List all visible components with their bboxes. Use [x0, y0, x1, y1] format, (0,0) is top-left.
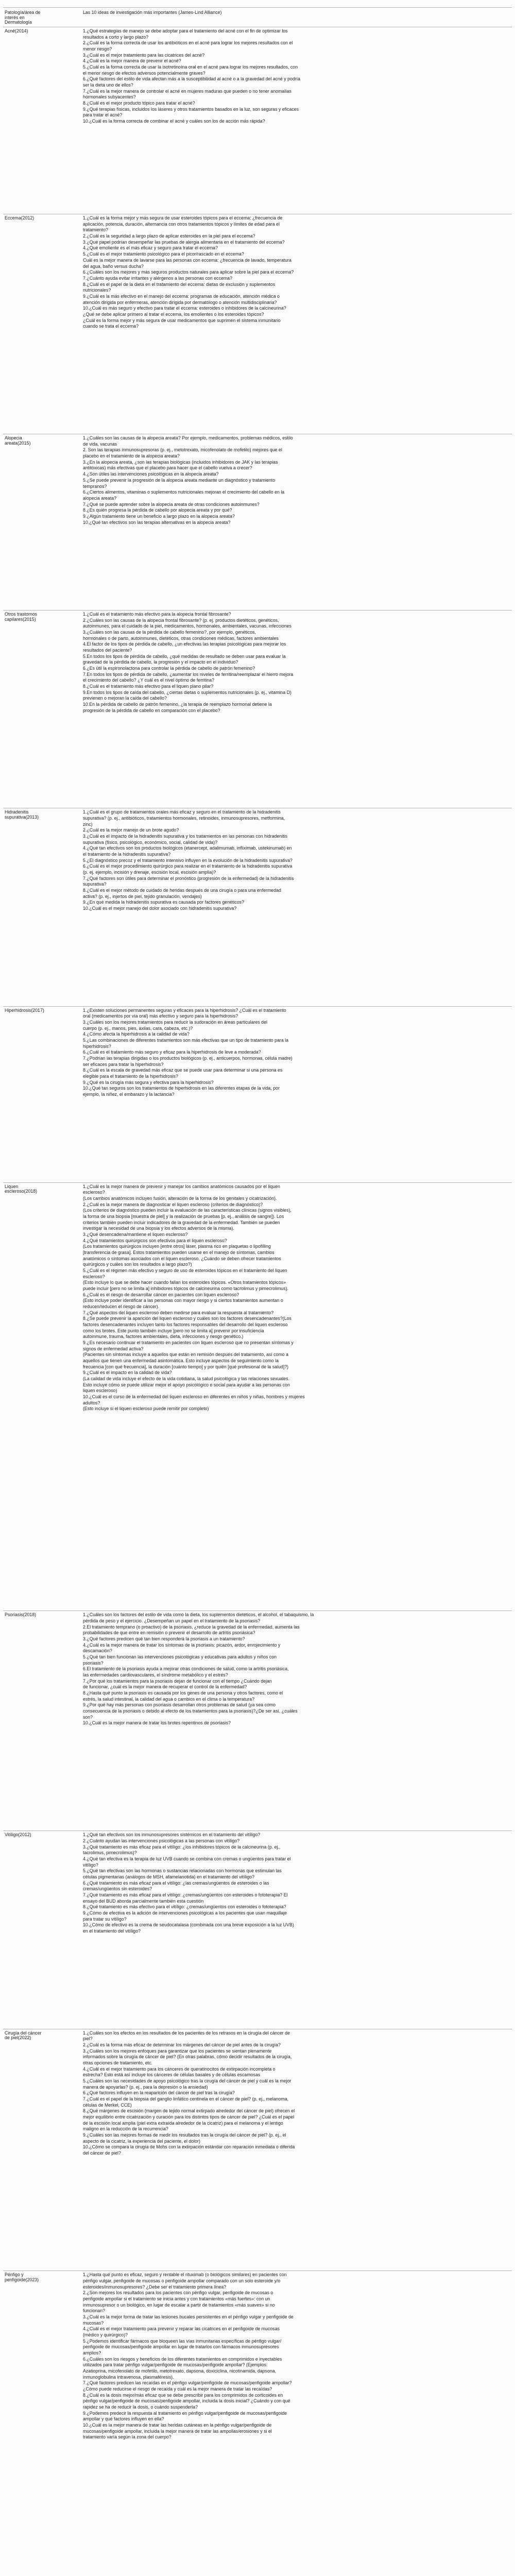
- research-question-line: adultos?: [83, 1400, 100, 1405]
- research-question-line: 6.¿Cuál es el mejor procedimiento quirúrgico para realizar en el tratamiento de la hidradenitis supurativa: [83, 863, 293, 869]
- research-question-line: utilizados para tratar pénfigo vulgar/penfigoide de mucosas/penfigoide ampollar? (Ejemplos:: [83, 2362, 268, 2368]
- research-question-line: 10.¿Cuál es la mejor manera de tratar las heridas cutáneas en la pénfigo vulgar/penfigoide de: [83, 2422, 272, 2428]
- research-question-line: escleroso?: [83, 1190, 105, 1195]
- condition-label: Otros trastornos: [5, 611, 38, 617]
- research-question-line: probabilidades de que entre en remisión o prevenir el desarrollo de artritis psoriásica?: [83, 1630, 255, 1636]
- research-question-line: ser eficaces para tratar la hiperhidrosis?: [83, 1061, 164, 1067]
- table-row: [3, 1611, 512, 1831]
- research-question-line: 10.¿Qué tan efectivos son las terapias alternativas en la alopecia areata?: [83, 519, 231, 525]
- research-question-line: Esto incluye cómo se puede utilizar mejor el apoyo psicológico o social para ayudar a las personas con: [83, 1382, 290, 1387]
- research-question-line: 1.¿Cuál es el grupo de tratamientos orales más eficaz y seguro en el tratamiento de la hidradenitis: [83, 809, 281, 815]
- research-question-line: resultados a corto y largo plazo?: [83, 34, 149, 40]
- research-question-line: 6.¿Qué factores influyen en la reaparición del cáncer de piel tras la cirugía?: [83, 2090, 235, 2096]
- research-question-line: (Pacientes sin síntomas incluye a aquellos que están en remisión después del tratamiento, así como a: [83, 1352, 289, 1358]
- research-question-line: 2.¿Cuál es la forma más eficaz de determinar los márgenes del cáncer de piel antes de la cirugía?: [83, 2042, 281, 2048]
- table-row: [3, 1007, 512, 1183]
- research-question-line: 6.El tratamiento de la psoriasis ayuda a mejorar otras condiciones de salud, como la artritis psoriásica,: [83, 1666, 289, 1672]
- research-question-line: 5.¿El diagnóstico precoz y el tratamiento intensivo influyen en la evolución de la hidradenitis supurativa?: [83, 857, 293, 863]
- research-question-line: 8.¿Cuál es el papel de la dieta en el tratamiento del eccema: dietas de exclusión y suplementos: [83, 281, 276, 287]
- research-question-line: (médico y quirúrgico)?: [83, 2332, 128, 2338]
- research-question-line: supurativa (físico, psicológico, económico, social, calidad de vida)?: [83, 839, 218, 845]
- research-question-line: 2.¿Cuál es la mejor manejo de un brote agudo?: [83, 827, 179, 833]
- research-question-line: atención dirigida por enfermeras, atención dirigida por dermatólogo o atención multidisciplinaria?: [83, 299, 277, 305]
- research-question-line: menor riesgo?: [83, 46, 112, 52]
- research-question-line: placebo en el tratamiento de la alopecia areata?: [83, 453, 180, 459]
- research-question-line: alopecia areata?: [83, 495, 117, 501]
- research-question-line: 6.¿Cuál es el tratamiento más seguro y eficaz para la hiperhidrosis de leve a moderada?: [83, 1049, 261, 1055]
- research-question-line: 2.¿Cuáles son las causas de la alopecia frontal fibrosante? (p. ej. productos dietéticos, genéticos,: [83, 617, 279, 623]
- research-question-line: como los brotes. Este punto también incluye [pero no se limita a] prevenir por insuficiencia: [83, 1328, 264, 1333]
- research-question-line: el tratamiento de la hidradenitis supurativa?: [83, 852, 171, 857]
- research-question-line: las enfermedades cardiovasculares, el síndrome metabólico y el estrés?: [83, 1672, 228, 1677]
- research-question-line: mucosas/penfigoide ampollar, incluida la mejor manera de tratar las ampollas/erosiones y si el: [83, 2428, 272, 2434]
- research-question-line: manera de apoyarlas? (p. ej., para la depresión o la ansiedad): [83, 2084, 208, 2090]
- condition-label: Alopecia: [5, 435, 22, 441]
- research-question-line: 4.¿Cuál es el mejor tratamiento para prevenir y reparar las cicatrices en el penfigoide de mucosas: [83, 2326, 280, 2332]
- research-question-line: criterios también pueden incluir indicadores de la gravedad de la enfermedad. También se pueden: [83, 1219, 280, 1225]
- research-question-line: 3.¿Cuál es la mejor forma de tratar las lesiones bucales persistentes en el pénfigo vulgar y penfigoide de: [83, 2314, 294, 2319]
- research-question-line: investigar la necesidad de una biopsia y los efectos adversos de la misma).: [83, 1226, 234, 1231]
- research-question-line: 5.¿Cuál es la forma correcta de usar la isotretinoína oral en el acné para lograr los mejores resultados, con: [83, 64, 298, 70]
- research-question-line: 5.¿Podemos identificar fármacos que bloqueen las vías inmunitarias específicas de pénfigo vulgar/: [83, 2338, 282, 2344]
- research-question-line: descamación?: [83, 1648, 112, 1654]
- research-question-line: cuerpo (p. ej., manos, pies, axilas, cara, cabeza, etc.)?: [83, 1025, 193, 1031]
- research-question-line: 9.¿Algún tratamiento tiene un beneficio a largo plazo en la alopecia areata?: [83, 513, 235, 519]
- table-row: [3, 2029, 512, 2272]
- condition-label: de piel(2022): [5, 2035, 31, 2041]
- condition-label: Psoriasis(2018): [5, 1612, 37, 1618]
- ideas-cell: [83, 808, 512, 1006]
- research-question-line: frecuencia [con qué frecuencia], la duración [cuánto tiempo] y por quién [qué profesional de la salud]?): [83, 1364, 289, 1369]
- research-question-line: 9.¿Cuáles son las mejores formas de medir los resultados tras la cirugía del cáncer de piel? (p. ej., el: [83, 2132, 286, 2138]
- research-question-line: Azatioprina, micofenolato de mofetilo, metotrexato, dapsona, doxiciclina, nicotinamida, dapsona,: [83, 2368, 277, 2374]
- condition-label: capilares(2015): [5, 616, 36, 622]
- research-question-line: maligno en la reducción de la recurrencia?: [83, 2126, 168, 2132]
- research-question-line: funcionan?: [83, 2308, 106, 2314]
- condition-label: Acné(2014): [5, 28, 28, 34]
- research-question-line: inmunoglobulina intravenosa, plasmaféresis).: [83, 2374, 174, 2380]
- research-question-line: [transferencia de grasa]. Estos tratamientos pueden usarse en el manejo de síntomas, cambios: [83, 1249, 274, 1255]
- table-row: [3, 434, 512, 611]
- research-question-line: 3.¿Qué desencadena/mantiene el liquen escleroso?: [83, 1231, 188, 1237]
- research-question-line: 3.¿Cuáles son las causas de la pérdida de cabello femenino?, por ejemplo, genéticos,: [83, 629, 256, 635]
- condition-cell: [3, 1007, 83, 1182]
- condition-label: areata(2015): [5, 440, 31, 446]
- header-ideas-cell: [83, 9, 512, 25]
- research-question-line: 10.¿Cuál es el mejor manejo del dolor asociado con hidradenitis supurativa?: [83, 906, 237, 911]
- research-question-line: 8.¿Se puede prevenir la aparición del liquen escleroso y cuáles son los factores desencadenantes?(Los: [83, 1316, 291, 1321]
- research-question-line: supurativa?: [83, 882, 107, 887]
- condition-cell: [3, 2271, 83, 2576]
- research-question-line: vitíligo?: [83, 1862, 98, 1868]
- research-question-line: pénfigo vulgar/penfigoide de mucosas/penfigoide ampollar, incluida la dosis inicial? ¿Cuándo y con qué: [83, 2398, 290, 2404]
- research-question-line: 8.¿Qué tratamiento es más efectivo para el vitíligo: ¿cremas/ungüentos con esteroides o fototerapia?: [83, 1904, 286, 1910]
- research-question-line: pénfigo vulgar, penfigoide de mucosas o penfigoide ampollar comparado con un solo esteroide y/o: [83, 2278, 281, 2283]
- research-question-line: para tratar el acné?: [83, 112, 123, 118]
- research-question-line: para tratar su vitíligo?: [83, 1916, 127, 1922]
- research-question-line: 3.¿En la alopecia areata, ¿son las terapias biológicas (incluidos inhibidores de JAK y las terapias: [83, 459, 278, 465]
- research-question-line: signos de enfermedad activa?: [83, 1346, 144, 1351]
- research-question-line: zinc): [83, 821, 93, 827]
- research-question-line: 2. Son las terapias inmunosupresoras (p. ej., metotrexato, micofenolato de mofetilo) mejores que el: [83, 447, 282, 453]
- research-question-line: 7.¿Cuál es la mejor manera de controlar el acné en mujeres maduras que pueden o no tener anomalías: [83, 88, 291, 94]
- condition-label: Pénfigo y: [5, 2272, 24, 2278]
- research-question-line: de funcionar, ¿cuál es la mejor manera de recuperar el control de la enfermedad?: [83, 1684, 247, 1690]
- research-question-line: 10.¿Cuál es el curso de la enfermedad del liquen escleroso en diferentes en niños y niñas, hombres y mujeres: [83, 1394, 305, 1400]
- research-question-line: esteroides/inmunosupresores? ¿Debe ser el tratamiento primera línea?: [83, 2284, 227, 2290]
- research-question-line: 8.¿Hasta qué punto la psoriasis es causada por los genes de una persona y otros factores, como el: [83, 1690, 283, 1696]
- research-question-line: liquen escleroso): [83, 1388, 117, 1394]
- ideas-cell: [83, 2029, 512, 2271]
- research-question-line: (Esto incluye lo que se debe hacer cuando fallan los esteroides tópicos. «Otros tratamientos tópicos»: [83, 1280, 286, 1285]
- research-question-line: 6.¿Es útil la espironolactona para controlar la pérdida de cabello de patrón femenino?: [83, 665, 255, 671]
- research-question-line: 4.¿Cuál es el mejor tratamiento para los cánceres de queratinocitos de extirpación incompleta o: [83, 2066, 276, 2072]
- research-question-line: 3.¿Qué factores predicen qué tan bien responderá la psoriasis a un tratamiento?: [83, 1636, 245, 1641]
- research-question-line: aquellos que tienen una enfermedad asintomática. Esto incluye aspectos de seguimiento como la: [83, 1358, 279, 1364]
- research-question-line: 3.¿Cuál es el impacto de la hidradenitis supurativa y los tratamientos en las personas con hidradenitis: [83, 834, 288, 839]
- research-question-line: 2.¿Cuál es la seguridad a largo plazo de aplicar esteroides en la piel para el eccema?: [83, 233, 255, 239]
- research-question-line: psoriasis?: [83, 1660, 104, 1666]
- research-question-line: tratamiento?: [83, 227, 108, 233]
- condition-label: escleroso(2018): [5, 1189, 38, 1194]
- research-question-line: penfigoide ampollar si el tratamiento se inicia antes y con tratamientos «más fuertes»: con un: [83, 2296, 270, 2301]
- research-question-line: 6.¿Cuáles son los riesgos y beneficios de los diferentes tratamientos en comprimidos e inyectables: [83, 2356, 282, 2362]
- research-question-line: activa? (p. ej., injertos de piel, tejido granulación, vendajes): [83, 893, 202, 899]
- ideas-cell: [83, 1831, 512, 2028]
- research-question-line: 5.¿Cuál es el régimen más efectivo y seguro de uso de esteroides tópicos en el tratamiento del liquen: [83, 1267, 287, 1273]
- research-question-line: 5.¿Cuál es el mejor tratamiento psicológico para el picor/rascado en el eccema?: [83, 251, 244, 257]
- research-question-line: autoinmune, trauma, factores ambientales, dieta, infecciones y riesgo genético.): [83, 1334, 244, 1340]
- research-question-line: 1.¿Cuáles son los efectos en los resultados de los pacientes de los retrasos en la cirugía del cáncer de: [83, 2030, 290, 2036]
- research-question-line: (p. ej. ejemplo, incisión y drenaje, escisión local, escisión amplia)?: [83, 870, 216, 875]
- condition-label: Eccema(2012): [5, 215, 35, 221]
- research-question-line: 10.¿Cómo se compara la cirugía de Mohs con la extirpación estándar con reparación inmediata o diferida: [83, 2144, 295, 2150]
- research-question-line: gravedad de la pérdida de cabello, la progresión y el impacto en el individuo?: [83, 659, 238, 665]
- header-area-cell: [3, 9, 83, 25]
- research-question-line: 2.El tratamiento temprano (o proactivo) de la psoriasis, ¿reduce la gravedad de la enfermedad, aumenta las: [83, 1624, 300, 1630]
- research-question-line: 9.¿Por qué hay más personas con psoriasis desarrollan otros problemas de salud (ya sea como: [83, 1702, 276, 1708]
- research-question-line: 2.¿Cuál es la forma correcta de usar los antibióticos en el acné para lograr los mejores resultados con el: [83, 40, 293, 46]
- table-row: [3, 214, 512, 434]
- research-question-line: cuando se trata el eccema?: [83, 324, 139, 329]
- research-question-line: inmunosupresor o un biológico, en lugar de escalar a partir de tratamientos «más suaves» si no: [83, 2302, 275, 2308]
- condition-label: Vitíligo(2012): [5, 1832, 31, 1838]
- research-question-line: otras opciones de tratamiento, etc.: [83, 2060, 152, 2066]
- research-question-line: de la escisión local amplia (piel extra extraída alrededor de la cicatriz) para el melanoma y el lentigo: [83, 2120, 283, 2126]
- research-question-line: tempranos?: [83, 483, 107, 489]
- research-question-line: 3.¿Qué tratamiento es más eficaz para el vitíligo: ¿los inhibidores tópicos de la calcineurina (p. ej.,: [83, 1844, 281, 1850]
- research-question-line: 7.¿Por qué los tratamientos para la psoriasis dejan de funcionar con el tiempo ¿Cuándo dejan: [83, 1678, 272, 1684]
- research-question-line: de vida, vacunas: [83, 441, 117, 447]
- research-question-line: 5.¿Se puede prevenir la progresión de la alopecia areata mediante un diagnóstico y tratamiento: [83, 477, 276, 483]
- research-question-line: 5.¿Qué tan bien funcionan las intervenciones psicológicas y educativas para adultos y niños con: [83, 1654, 277, 1659]
- table-row: [3, 1831, 512, 2029]
- research-question-line: ¿Cuál es la forma mejor y más segura de usar medicamentos que suprimen el sistema inmunitario: [83, 317, 281, 323]
- research-question-line: 9.¿Cómo de efectiva es la adición de intervenciones psicológicas a los pacientes que usan maquillaje: [83, 1910, 287, 1916]
- ideas-cell: [83, 1007, 512, 1182]
- research-question-line: la forma de una biopsia [muestra de piel] y la realización de pruebas [p. ej., análisis de sangre]). Los: [83, 1213, 284, 1219]
- research-question-line: ¿Qué se debe aplicar primero al tratar el eccema, los emolientes o los esteroides tópicos?: [83, 311, 264, 317]
- research-question-line: 8.¿Qué márgenes de escisión (margen de tejido normal extirpado alrededor del cáncer de piel) ofrecen el: [83, 2108, 295, 2114]
- research-question-line: 6.¿Cuáles son los mejores y más seguros productos naturales para aplicar sobre la piel para el eccema?: [83, 269, 294, 275]
- research-question-line: estrés, la salud intestinal, la calidad del agua o cambios en el clima o la temperatura?: [83, 1696, 255, 1702]
- condition-cell: [3, 2029, 83, 2271]
- condition-label: Hidradenitis: [5, 809, 29, 815]
- condition-cell: [3, 1183, 83, 1611]
- research-question-line: 7.En todos los tipos de pérdida de cabello, ¿aumentar los niveles de ferritina/reemplazar el hierro mejora: [83, 671, 294, 677]
- research-question-line: Cuál es la mejor manera de lavarse para las personas con eccema: ¿frecuencia de lavado, temperatura: [83, 257, 291, 263]
- research-question-line: (Esto incluye poder identificar a las personas con mayor riesgo y si ciertos tratamientos aumentan o: [83, 1298, 283, 1303]
- condition-label: penfigoide(2023): [5, 2277, 39, 2282]
- research-question-line: 8.¿Cuál es la escala de gravedad más eficaz que se puede usar para determinar si una persona es: [83, 1067, 283, 1073]
- research-question-line: células de Merkel, CCE): [83, 2102, 132, 2108]
- research-question-line: 7.¿Cuánto ayuda evitar irritantes y alérgenos a las personas con eccema?: [83, 275, 232, 281]
- research-question-line: 1.¿Cuál es la forma mejor y más segura de usar esteroides tópicos para el eccema: ¿frecuencia de: [83, 215, 283, 221]
- research-question-line: 3.¿Cuál es el mejor tratamiento para las cicatrices del acné?: [83, 52, 205, 58]
- research-question-line: 10.¿Cuál es más seguro y efectivo para tratar el eccema: esteroides o inhibidores de la calcineurina?: [83, 306, 286, 311]
- table-header-row: [3, 7, 512, 27]
- research-question-line: hormonales subyacentes?: [83, 94, 136, 100]
- research-question-line: 7.¿Qué factores son útiles para determinar el pronóstico (progresión de la enfermedad) de la hidradenitis: [83, 875, 294, 881]
- research-question-line: son?: [83, 1714, 93, 1720]
- research-question-line: 9.¿Es necesario continuar el tratamiento en pacientes con liquen escleroso que no presentan síntomas y: [83, 1340, 294, 1346]
- research-question-line: 4.¿Cómo afecta la hiperhidrosis a la calidad de vida?: [83, 1031, 190, 1037]
- research-question-line: resultados del paciente?: [83, 647, 132, 653]
- research-question-line: quirúrgicos y cuáles son los resultados a largo plazo?): [83, 1262, 192, 1267]
- research-question-line: 9.¿Cuál es el impacto en la calidad de vida?: [83, 1370, 172, 1376]
- research-question-line: 7.¿Qué tratamiento es más eficaz para el vitíligo: ¿cremas/ungüentos con esteroides o fototerapia? El: [83, 1892, 288, 1897]
- research-question-line: 4.El factor de los tipos de pérdida de cabello, ¿un efectivas las terapias psicológicas para mejorar los: [83, 641, 286, 647]
- research-question-line: estrecha? Esto está así incluye los cánceres de células basales y de células escamosas: [83, 2072, 261, 2078]
- research-question-line: ¿Cómo puede reducirse el riesgo de recaída y cuál es la mejor manera de tratar las recaídas?: [83, 2386, 272, 2392]
- research-question-line: elegible para el tratamiento de la hiperhidrosis?: [83, 1074, 178, 1079]
- research-question-line: 9.¿Qué terapias físicas, incluidos los láseres y otros tratamientos basados en la luz, son seguras y eficaces: [83, 106, 299, 112]
- research-question-line: aplicación, potencia, duración, alternancia con otros tratamientos tópicos y límites de edad para el: [83, 221, 280, 227]
- condition-cell: [3, 611, 83, 808]
- research-question-line: 4.¿Son útiles las intervenciones psicológicas en la alopecia areata?: [83, 471, 219, 477]
- research-question-line: 2.¿Son mejores los resultados para los pacientes con pénfigo vulgar, penfigoide de mucosas o: [83, 2290, 273, 2296]
- research-question-line: aspecto de la cicatriz, la experiencia del paciente, el dolor): [83, 2138, 200, 2144]
- research-question-line: (La calidad de vida incluye el efecto de la vida cotidiana, la salud psicológica y las relaciones sexuales.: [83, 1376, 289, 1382]
- table-row: [3, 1183, 512, 1612]
- research-question-line: 3.¿Cuáles son los mejores enfoques para garantizar que los pacientes se sientan plenamente: [83, 2048, 272, 2054]
- research-question-line: 9.¿Qué es la cirugía más segura y efectiva para la hiperhidrosis?: [83, 1079, 214, 1085]
- ideas-cell: [83, 611, 512, 808]
- ideas-cell: [83, 1611, 512, 1831]
- header-area-line: Dermatología: [5, 20, 32, 25]
- research-question-line: 6.¿Cuál es el riesgo de desarrollar cáncer en pacientes con liquen escleroso?: [83, 1292, 239, 1297]
- condition-cell: [3, 1831, 83, 2028]
- research-question-line: 7.¿Qué factores predicen las recaídas en el pénfigo vulgar/penfigoide de mucosas/penfigoide ampollar?: [83, 2380, 292, 2386]
- table-row: [3, 611, 512, 808]
- research-question-line: 1.¿Qué tan efectivos son los inmunosupresores sistémicos en el tratamiento del vitíligo?: [83, 1832, 261, 1838]
- condition-label: Cirugía del cáncer: [5, 2030, 42, 2036]
- research-question-line: mucosas?: [83, 2320, 104, 2326]
- research-question-line: 8.¿Es quién progresa la pérdida de cabello por alopecia areata y por qué?: [83, 507, 232, 513]
- research-question-line: 6.¿Ciertos alimentos, vitaminas o suplementos nutricionales mejoran el crecimiento del cabello en la: [83, 489, 285, 495]
- research-question-line: previenen o mejoran la caída del cabello?: [83, 696, 167, 701]
- research-question-line: pérdida de peso y el ejercicio. ¿Desempeñan un papel en el tratamiento de la psoriasis?: [83, 1618, 261, 1623]
- research-question-line: en el tratamiento del vitíligo?: [83, 1928, 141, 1934]
- research-question-line: 5.¿Las combinaciones de diferentes tratamientos son más efectivas que un tipo de tratamiento para la: [83, 1038, 289, 1043]
- table-row: [3, 2271, 512, 2576]
- research-question-line: el menor riesgo de efectos adversos potencialmente graves?: [83, 70, 205, 76]
- research-question-line: 7.¿Qué se puede aprender sobre la alopecia areata de otras condiciones autoinmunes?: [83, 501, 260, 507]
- ideas-cell: [83, 1183, 512, 1611]
- research-question-line: 4.¿Cuál es la mejor manera de prevenir el acné?: [83, 58, 181, 64]
- condition-cell: [3, 214, 83, 434]
- research-question-line: 2.¿Cuál es la mejor manera de diagnosticar el liquen escleroso (criterios de diagnóstico)?: [83, 1201, 263, 1207]
- research-question-line: el crecimiento del cabello? ¿Y cuál es el nivel óptimo de ferritina?: [83, 677, 215, 683]
- research-question-line: escleroso?: [83, 1274, 105, 1279]
- research-question-line: 9.¿Cuál es la más efectivo en el manejo del eccema: programas de educación, atención médica o: [83, 293, 280, 299]
- research-question-line: puede incluir [pero no se limita a] inhibidores tópicos de calcineurina como tacrolimus y pimecrolimus).: [83, 1285, 288, 1291]
- research-question-line: 10.¿Cuál es la mejor manera de tratar los brotes repentinos de psoriasis?: [83, 1720, 231, 1726]
- research-question-line: 3.¿Qué papel podrían desempeñar las pruebas de alergia alimentaria en el tratamiento del eccema?: [83, 239, 285, 245]
- research-question-line: 1.¿Cuál es la mejor manera de prevenir y manejar los cambios anatómicos causados por el liquen: [83, 1183, 280, 1189]
- table-row: [3, 27, 512, 214]
- research-question-line: nutricionales?: [83, 287, 111, 293]
- condition-cell: [3, 808, 83, 1006]
- research-question-line: células pigmentarias (análogos de MSH, afamelanotida) en el tratamiento del vitíligo?: [83, 1874, 254, 1879]
- research-question-line: del cáncer de piel?: [83, 2150, 121, 2156]
- research-question-line: 7.¿Qué aspectos del liquen escleroso deben medirse para evaluar la respuesta al tratamiento?: [83, 1310, 274, 1315]
- condition-label: Hiperhidrosis(2017): [5, 1007, 44, 1013]
- research-question-line: mejor equilibrio entre cicatrización y curación para los distintos tipos de cáncer de piel? ¿Cuál es el papel: [83, 2114, 295, 2120]
- research-question-line: 9.¿Podemos predecir la respuesta al tratamiento en pénfigo vulgar/penfigoide de mucosas/penfigoide: [83, 2410, 287, 2416]
- research-question-line: 10.¿Cuál es la forma correcta de combinar el acné y cuáles son los de acción más rápida?: [83, 118, 265, 124]
- ideas-cell: [83, 434, 512, 610]
- research-question-line: factores desencadenantes incluyen tanto los factores responsables del desarrollo del liquen escleroso: [83, 1322, 288, 1328]
- research-question-line: (Esto incluye si el liquen escleroso puede remitir por completo): [83, 1406, 209, 1412]
- research-question-line: ensayo del BUD aborda parcialmente también esta cuestión: [83, 1898, 204, 1904]
- research-question-line: penfigoide de mucosas/penfigoide ampollar en lugar de tratarlos con fármacos inmunosupresores: [83, 2344, 279, 2350]
- research-question-line: 8.¿Cuál es el tratamiento más efectivo para el liquen plano pilar?: [83, 684, 214, 689]
- research-question-line: 1.¿Cuál es el tratamiento más efectivo para la alopecia frontal fibrosante?: [83, 611, 231, 617]
- header-ideas-text: Las 10 ideas de investigación más importantes (James-Lind Alliance): [83, 10, 222, 15]
- research-question-line: cremas/ungüentos sin esteroides?: [83, 1886, 152, 1892]
- research-question-line: progresión de la pérdida de cabello en comparación con el placebo?: [83, 707, 220, 713]
- condition-cell: [3, 1611, 83, 1831]
- research-question-line: 8.¿Cuál es el mejor producto tópico para tratar el acné?: [83, 100, 195, 106]
- research-question-line: 10.¿Cómo de efectivo es la crema de seudocatalasa (combinada con una breve exposición a la luz UVB): [83, 1922, 294, 1928]
- research-question-line: anatómicos o síntomas asociados con el liquen escleroso. ¿Cuándo se deben ofrecer tratamientos: [83, 1256, 281, 1261]
- header-area-line: Patología/área de: [5, 10, 41, 15]
- research-question-line: amplios?: [83, 2350, 101, 2356]
- research-question-line: 4.¿Cuál es la mejor manera de tratar los síntomas de la psoriasis: picazón, ardor, enrojecimiento y: [83, 1642, 281, 1648]
- research-question-line: (Los criterios de diagnóstico pueden incluir la evaluación de las características clínicas (signos visibles),: [83, 1208, 291, 1213]
- research-question-line: informados sobre la cirugía de cáncer de piel? (En otras palabras, cómo decidir resultados de la cirugía,: [83, 2054, 292, 2060]
- research-question-line: 5.¿Qué tan efectivas son las hormonas o sustancias relacionadas con hormonas que estimulan las: [83, 1868, 282, 1874]
- table-row: [3, 808, 512, 1006]
- research-question-line: ampollar y qué factores influyen en ella?: [83, 2416, 164, 2422]
- research-question-line: 4.¿Qué tan efectivos son los productos biológicos (etanercept, adalimumab, infliximab, ustekinumab) en: [83, 845, 292, 851]
- research-question-line: ejemplo, la niñez, el embarazo y la lactancia?: [83, 1092, 175, 1097]
- condition-cell: [3, 27, 83, 214]
- research-question-line: del agua, baño versus ducha?: [83, 263, 144, 269]
- research-question-line: 6.¿Qué factores del estilo de vida afectan más a la susceptibilidad al acné o a la gravedad del acné y podría: [83, 76, 301, 82]
- research-question-line: (Los tratamientos quirúrgicos incluyen [entre otros] láser, plasma rico en plaquetas o lipofilling: [83, 1244, 271, 1249]
- research-question-line: 7.¿Podrían las terapias dirigidas o los productos biológicos (p. ej., anticuerpos, hormonas, célula madre): [83, 1056, 293, 1061]
- research-question-line: 3.¿Cuáles son los mejores tratamientos para reducir la sudoración en áreas particulares del: [83, 1020, 267, 1025]
- research-question-line: 8.¿Cuál es la dosis mejor/más eficaz que se debe prescribir para los comprimidos de corticoides en: [83, 2392, 283, 2398]
- research-question-line: 5.¿Cuáles son las necesidades de apoyo psicológico tras la cirugía del cáncer de piel y cuál es la mejor: [83, 2078, 291, 2084]
- research-question-line: antitóxicas) más efectivas que el placebo para hacer que el cabello vuelva a crecer?: [83, 465, 252, 471]
- research-question-line: 1.¿Existen soluciones permanentes seguras y eficaces para la hiperhidrosis? ¿Cuál es el tratamiento: [83, 1007, 286, 1013]
- research-question-line: 10.En la pérdida de cabello de patrón femenino, ¿la terapia de reemplazo hormonal detiene la: [83, 702, 272, 707]
- research-question-line: 5.En todos los tipos de pérdida de cabello, ¿qué medidas de resultado se deben usar para evaluar la: [83, 653, 286, 659]
- research-question-line: 2.¿Cuánto ayudan las intervenciones psicológicas a las personas con vitíligo?: [83, 1838, 240, 1843]
- research-question-line: autoinmunes, para el cuidado de la piel, medicamentos, hormonales, ambientales, vacunas, infecciones: [83, 623, 291, 629]
- research-question-line: tacrolimus, pimecrolimus)?: [83, 1850, 137, 1856]
- research-question-line: 9.En todos los tipos de caída del cabello, ¿ciertas dietas o suplementos nutricionales (p. ej., vitamina D): [83, 689, 291, 695]
- ideas-cell: [83, 27, 512, 214]
- research-question-line: 1.¿Hasta qué punto es eficaz, seguro y rentable el rituximab (o biológicos similares) en pacientes con: [83, 2272, 287, 2278]
- ideas-cell: [83, 2271, 512, 2576]
- research-question-line: 1.¿Cuáles son los factores del estilo de vida como la dieta, los suplementos dietéticos, el alcohol, el tabaquismo, la: [83, 1612, 314, 1618]
- research-question-line: 6.¿Qué tratamiento es más eficaz para el vitíligo: ¿las cremas/ungüentos de esteroides o las: [83, 1880, 269, 1886]
- research-question-line: 1.¿Cuáles son las causas de la alopecia areata? Por ejemplo, medicamentos, problemas médicos, estilo: [83, 435, 293, 441]
- header-area-line: interés en: [5, 14, 25, 20]
- research-question-line: 8.¿Cuál es el mejor método de cuidado de heridas después de una cirugía o para una enfermedad: [83, 888, 281, 893]
- research-question-line: reducen/reducen el riesgo de cáncer).: [83, 1304, 160, 1309]
- research-question-line: 4.¿Qué tratamientos quirúrgicos son efectivos para el liquen escleroso?: [83, 1238, 227, 1243]
- research-question-line: tratamiento varía según la zona del cuerpo?: [83, 2434, 171, 2440]
- research-question-line: 4.¿Qué tan efectiva es la terapia de luz UVB cuando se combina con cremas o ungüentos para tratar el: [83, 1856, 291, 1861]
- research-question-line: hiperhidrosis?: [83, 1043, 111, 1049]
- research-question-line: consecuencia de la psoriasis o debido al efecto de los tratamientos para la psoriasis)?¿De ser así, ¿cuáles: [83, 1708, 298, 1714]
- research-question-line: (Los cambios anatómicos incluyen fusión, alteración de la forma de los genitales y cicatrización).: [83, 1195, 277, 1201]
- condition-label: Liquen: [5, 1183, 19, 1189]
- research-question-line: oral (medicamentos por vía oral) más efectivo y seguro para la hiperhidrosis?: [83, 1013, 238, 1019]
- research-question-line: 9.¿En qué medida la hidradenitis supurativa es causada por factores genéticos?: [83, 900, 244, 905]
- ideas-cell: [83, 214, 512, 434]
- research-question-line: rapidez se ha de reducir la dosis, o cuándo suspenderla?: [83, 2404, 198, 2410]
- condition-cell: [3, 434, 83, 610]
- research-question-line: hormonales o de parto, autoinmunes, dietéticos, otras condiciones médicas, factores ambientales: [83, 635, 279, 641]
- research-question-line: ser la dieta uno de ellos?: [83, 82, 133, 88]
- research-question-line: supurativa? (p. ej., antibióticos, tratamientos hormonales, retinoides, inmunosupresores, metformina,: [83, 816, 285, 821]
- research-question-line: piel?: [83, 2036, 93, 2042]
- research-question-line: 4.¿Qué emoliente es el más eficaz y seguro para tratar el eccema?: [83, 245, 218, 251]
- research-question-line: 7.¿Cuál es el papel de la biopsia del ganglio linfático centinela en el cáncer de piel? (p. ej., melanoma,: [83, 2096, 289, 2102]
- condition-label: supurativa(2013): [5, 815, 39, 820]
- research-question-line: 1.¿Qué estrategias de manejo se debe adoptar para el tratamiento del acné con el fin de optimizar los: [83, 28, 288, 34]
- research-question-line: 10.¿Qué tan seguros son los tratamientos de hiperhidrosis en las diferentes etapas de la vida, por: [83, 1086, 280, 1091]
